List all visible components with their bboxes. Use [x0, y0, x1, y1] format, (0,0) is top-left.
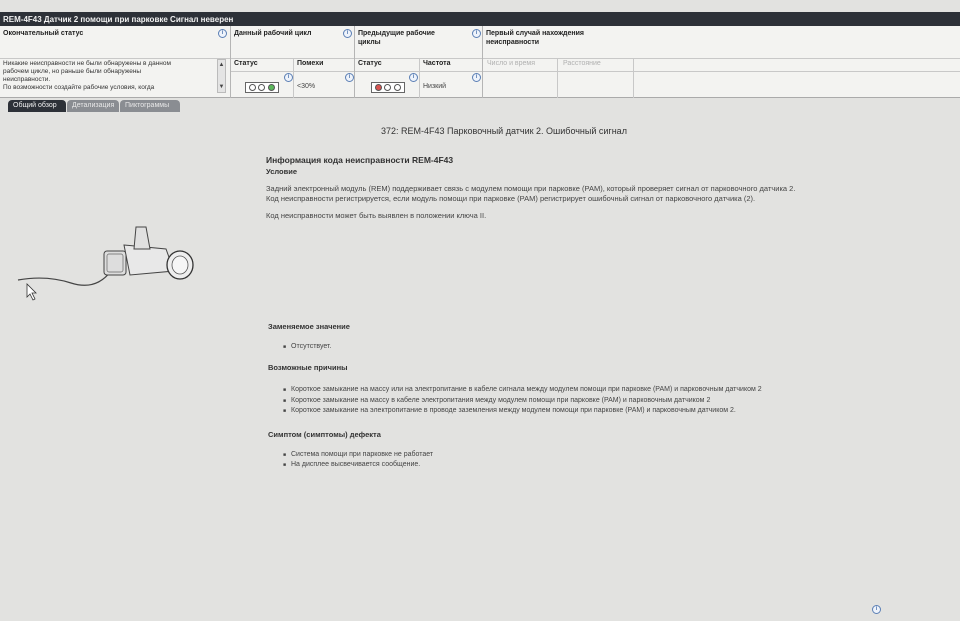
current-status-info-icon[interactable]: i: [284, 73, 293, 82]
condition-heading: Условие: [266, 167, 298, 176]
list-item: ■ Короткое замыкание на массу в кабеле электропитания между модулем помощи при парковке (PAM) и парковочным датчиком 2: [291, 397, 710, 404]
current-cycle-column: [231, 26, 355, 98]
status-panel: [0, 26, 960, 98]
interference-info-icon[interactable]: i: [345, 73, 354, 82]
current-cycle-header: Данный рабочий цикл: [234, 30, 312, 37]
condition-text-2: Код неисправности регистрируется, если модуль помощи при парковке (PAM) регистрирует ошибочный сигнал от парковочного датчика (2).: [266, 194, 756, 203]
description-scrollbar[interactable]: [217, 59, 226, 93]
status-light: [258, 84, 265, 91]
status-light: [384, 84, 391, 91]
status-light-green: [268, 84, 275, 91]
corner-info-icon[interactable]: i: [872, 605, 881, 614]
distance-label: Расстояние: [563, 60, 601, 67]
first-occurrence-header: Первый случай нахождения неисправности: [486, 30, 585, 46]
sensor-image: [16, 223, 198, 303]
previous-cycles-info-icon[interactable]: i: [472, 29, 481, 38]
tab-details[interactable]: Детализация: [67, 100, 119, 112]
previous-status-lights: [371, 82, 405, 93]
tab-overview[interactable]: Общий обзор: [8, 100, 66, 112]
page-title: 372: REM-4F43 Парковочный датчик 2. Ошибочный сигнал: [381, 126, 627, 136]
tab-pictograms[interactable]: Пиктограммы: [120, 100, 180, 112]
frequency-value: Низкий: [423, 83, 447, 90]
substitute-heading: Заменяемое значение: [268, 322, 350, 331]
first-occurrence-column: [483, 26, 960, 98]
list-item: ■ Короткое замыкание на массу или на электропитание в кабеле сигнала между модулем помощи при парковке (PAM) и парковочным датчиком 2: [291, 386, 762, 393]
status-light: [249, 84, 256, 91]
previous-cycles-column: [355, 26, 483, 98]
window-title: REM-4F43 Датчик 2 помощи при парковке Сигнал неверен: [0, 12, 960, 26]
previous-status-label: Статус: [358, 60, 382, 67]
overview-content: [0, 113, 960, 621]
final-status-header: Окончательный статус: [3, 30, 84, 37]
current-cycle-info-icon[interactable]: i: [343, 29, 352, 38]
final-status-description: Никакие неисправности не были обнаружены в данном рабочем цикле, но раньше были обнаружены неисправности. По возможности создайте рабочие условия, когда: [3, 60, 171, 91]
list-item: ■ Короткое замыкание на электропитание в проводе заземления между модулем помощи при парковке (PAM) и парковочным датчиком 2.: [291, 407, 736, 414]
tab-bar: [0, 99, 960, 113]
info-heading: Информация кода неисправности REM-4F43: [266, 155, 454, 165]
list-item: ■ Система помощи при парковке не работает: [291, 451, 433, 458]
current-status-label: Статус: [234, 60, 258, 67]
list-item: ■ На дисплее высвечивается сообщение.: [291, 461, 420, 468]
condition-text-3: Код неисправности может быть выявлен в положении ключа II.: [266, 211, 487, 220]
status-light-red: [375, 84, 382, 91]
status-light: [394, 84, 401, 91]
final-status-column: [0, 26, 231, 98]
condition-text-1: Задний электронный модуль (REM) поддерживает связь с модулем помощи при парковке (PAM), который проверяет сигнал от парковочного датчика 2.: [266, 184, 796, 193]
date-time-label: Число и время: [487, 60, 536, 67]
frequency-label: Частота: [423, 60, 451, 67]
final-status-info-icon[interactable]: i: [218, 29, 227, 38]
list-item: ■ Отсутствует.: [291, 343, 331, 350]
previous-cycles-header: Предыдущие рабочие циклы: [358, 30, 435, 46]
symptoms-heading: Симптом (симптомы) дефекта: [268, 430, 381, 439]
causes-heading: Возможные причины: [268, 363, 348, 372]
scroll-up-icon[interactable]: ▲: [218, 62, 225, 68]
mouse-cursor-icon: [26, 283, 38, 301]
previous-status-info-icon[interactable]: i: [409, 73, 418, 82]
current-status-lights: [245, 82, 279, 93]
interference-value: <30%: [297, 83, 316, 90]
interference-label: Помехи: [297, 60, 324, 67]
scroll-down-icon[interactable]: ▼: [218, 84, 225, 90]
frequency-info-icon[interactable]: i: [472, 73, 481, 82]
